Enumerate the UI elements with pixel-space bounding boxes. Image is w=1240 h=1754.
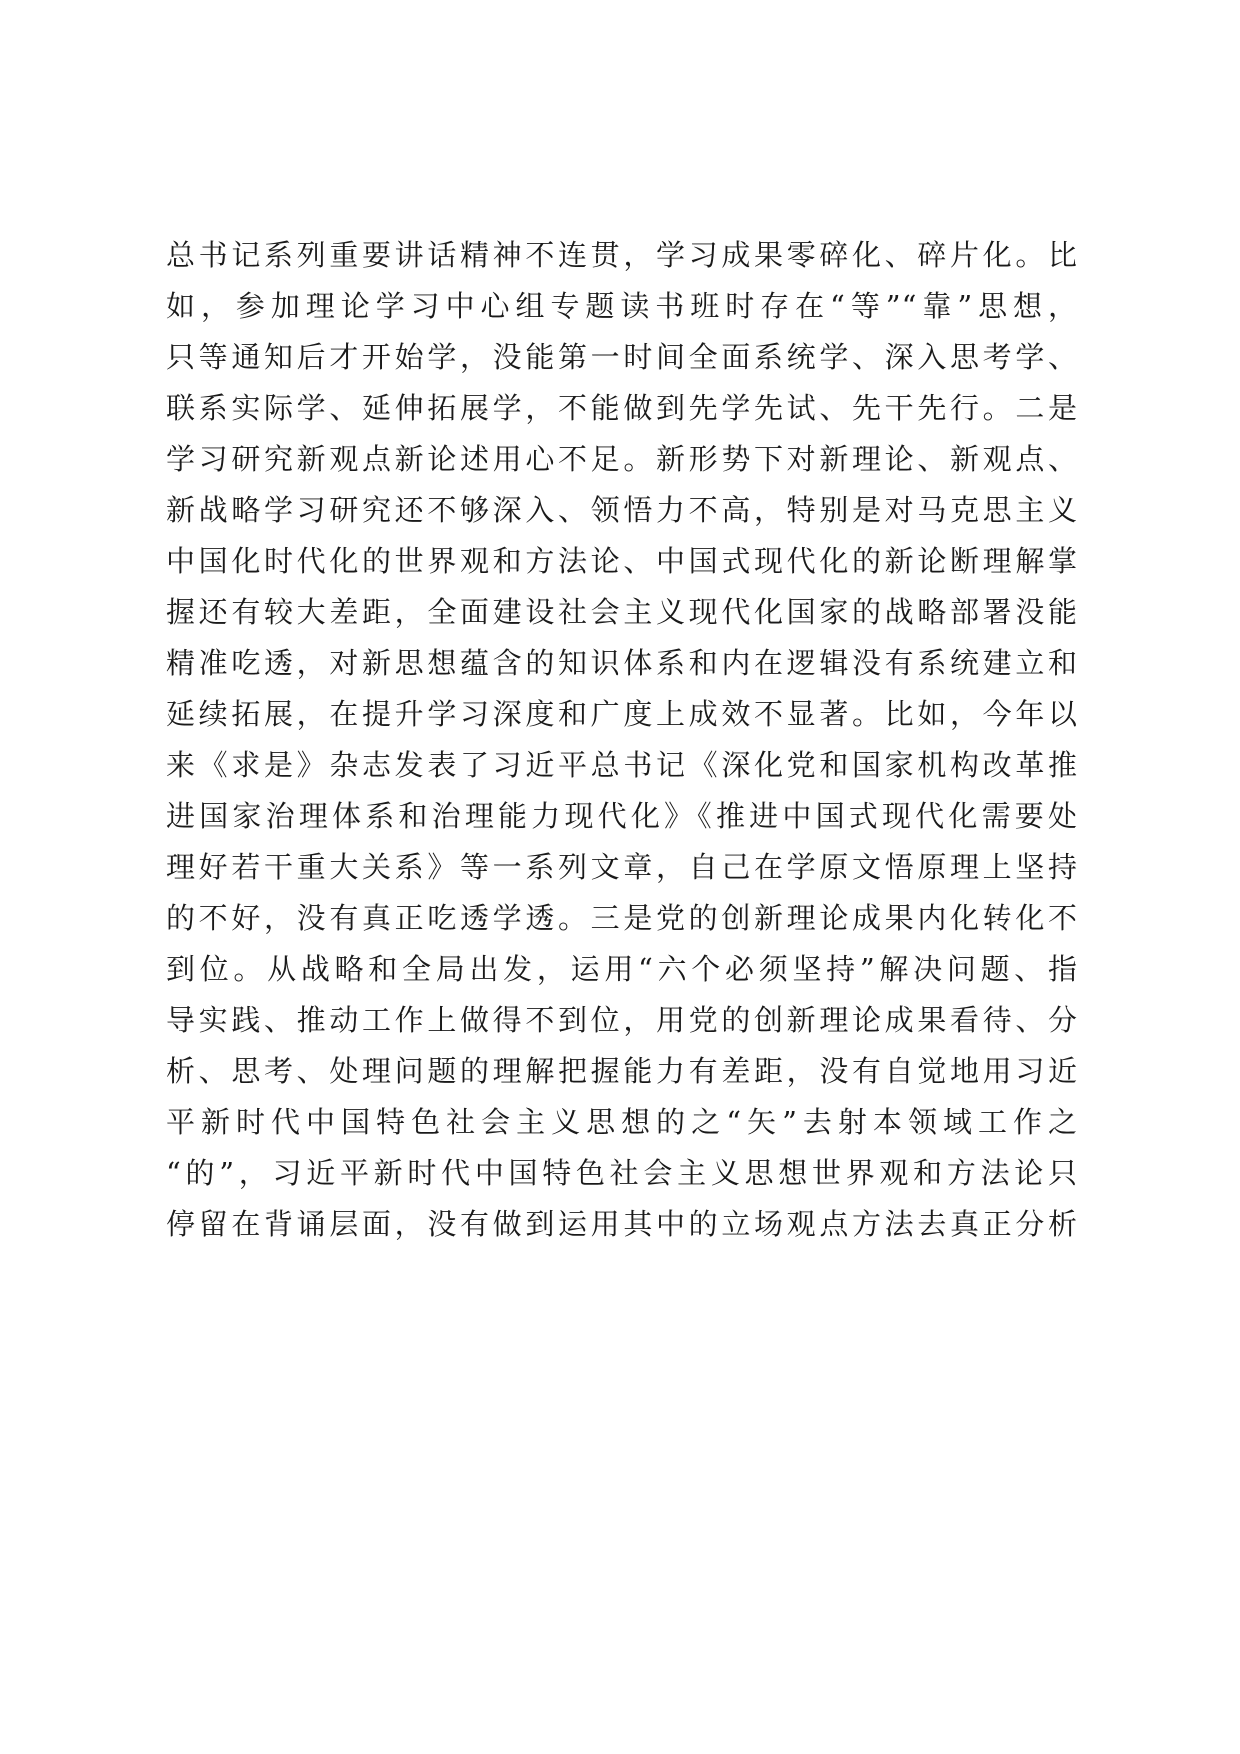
text-line: 到位。从战略和全局出发，运用“六个必须坚持”解决问题、指 <box>166 952 1078 986</box>
text-line: 析、思考、处理问题的理解把握能力有差距，没有自觉地用习近 <box>166 1054 1078 1088</box>
text-line: 联系实际学、延伸拓展学，不能做到先学先试、先干先行。二是 <box>166 391 1078 425</box>
text-line: 理好若干重大关系》等一系列文章，自己在学原文悟原理上坚持 <box>166 850 1078 884</box>
text-line: 学习研究新观点新论述用心不足。新形势下对新理论、新观点、 <box>166 442 1078 476</box>
text-line: 导实践、推动工作上做得不到位，用党的创新理论成果看待、分 <box>166 1003 1078 1037</box>
body-text <box>166 230 1078 1250</box>
text-line: “的”，习近平新时代中国特色社会主义思想世界观和方法论只 <box>166 1156 1078 1190</box>
text-line: 总书记系列重要讲话精神不连贯，学习成果零碎化、碎片化。比 <box>166 238 1078 272</box>
text-line: 延续拓展，在提升学习深度和广度上成效不显著。比如，今年以 <box>166 697 1078 731</box>
text-line: 中国化时代化的世界观和方法论、中国式现代化的新论断理解掌 <box>166 544 1078 578</box>
text-line: 精准吃透，对新思想蕴含的知识体系和内在逻辑没有系统建立和 <box>166 646 1078 680</box>
text-line: 新战略学习研究还不够深入、领悟力不高，特别是对马克思主义 <box>166 493 1078 527</box>
text-line: 停留在背诵层面，没有做到运用其中的立场观点方法去真正分析 <box>166 1207 1078 1241</box>
text-line: 进国家治理体系和治理能力现代化》《推进中国式现代化需要处 <box>166 799 1078 833</box>
text-line: 握还有较大差距，全面建设社会主义现代化国家的战略部署没能 <box>166 595 1078 629</box>
text-line: 只等通知后才开始学，没能第一时间全面系统学、深入思考学、 <box>166 340 1078 374</box>
text-line: 平新时代中国特色社会主义思想的之“矢”去射本领域工作之 <box>166 1105 1078 1139</box>
text-line: 的不好，没有真正吃透学透。三是党的创新理论成果内化转化不 <box>166 901 1078 935</box>
text-line: 来《求是》杂志发表了习近平总书记《深化党和国家机构改革推 <box>166 748 1078 782</box>
text-line: 如，参加理论学习中心组专题读书班时存在“等”“靠”思想， <box>166 289 1078 323</box>
